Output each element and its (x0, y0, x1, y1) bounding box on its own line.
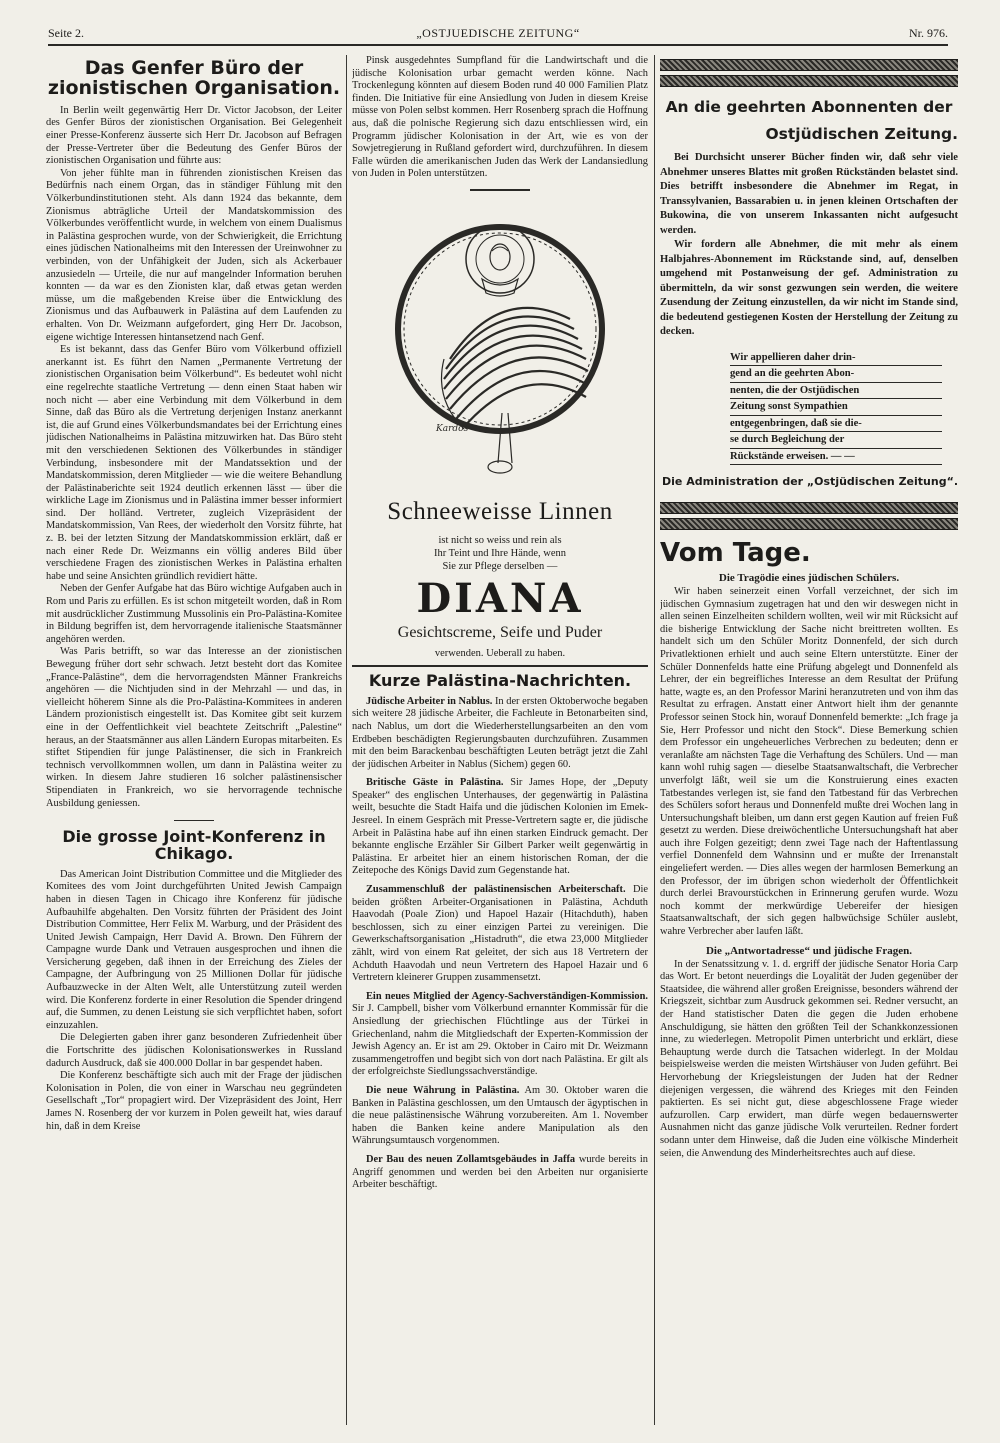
appeal-line: gend an die geehrten Abon- (730, 366, 942, 383)
paragraph: Von jeher fühlte man in führenden zionistischen Kreisen das Bedürfnis nach einem Organ, das in ständiger Fühlung mit den Völkerbundinstitutionen steht. Als dann 1924 das bekannte, dem Zionismus abträgliche Urteil der Mandatskommission des Völkerbundes veröffentlicht wurde, in welchem von einem Dualismus in Palästina gesprochen wurde, von der Schwierigkeit, die Errichtung eines jüdischen Nationalheims mit den Interessen der Ureinwohner zu verbinden, von der Unfähigkeit der Juden, sich als Ackerbauer anzusiedeln — Urteile, die nur auf mangelnder Information beruhen konnten — da war es den Zionisten klar, daß etwas getan werden müsse, um die maßgebenden Kreise über die Entwicklung des Zionismus und das Aufbauwerk in Palästina auf dem Laufenden zu erhalten. Von Dr. Weizmann aufgefordert, ging Herr Dr. Jacobson, eigene wichtige Interessen hintansetzend nach Genf. (46, 167, 342, 343)
page-number: Seite 2. (48, 26, 84, 40)
news-title: Zusammenschluß der palästinensischen Arbeiterschaft. (366, 884, 626, 896)
decorative-bar (660, 502, 958, 514)
column-left (46, 55, 342, 1425)
paragraph: Was Paris betrifft, so war das Interesse an der zionistischen Bewegung früher dort sehr schwach. Jetzt besteht dort das Komitee „France-Palästine“, dem die hervorragendsten Männer Frankreichs angehören — die Nichtjuden sind in der Mehrzahl — und das, in vielleicht höherem Sinne als die Pro-Palästina-Kommitees in anderen Ländern prozionistisch eingestellt ist. Das Komitee gibt seit kurzem eine in der Oeffentlichkeit viel beachtete Zeitschrift „Palestine“ heraus, an der Staatsmänner aus allen Ländern Europas mitarbeiten. Es stiftet Stipendien für junge Palästinenser, die sich in Frankreich technisch vervollkommnen wollen, um dann in Palästina weiter zu wirken. In diesem Jahre studieren 16 solcher palästinensischer Stipendiaten in Frankreich, wo sie hervorragende technische Ausbildung geniessen. (46, 646, 342, 809)
divider (174, 820, 214, 821)
news-text: Sir J. Campbell, bisher vom Völkerbund ernannter Kommissär für die Ansiedlung der griechischen Flüchtlinge aus der Türkei in Griechenland, nahm die Mitgliedschaft der Experten-Kommission der Jewish Agency an. Er ist am 29. Oktober in Cairo mit Dr. Weizmann zusammengetroffen und begibt sich von dort nach Palästina. Er gilt als der erfolgreichste Siedlungssachverständige. (352, 1003, 648, 1078)
news-item (352, 696, 648, 772)
paragraph: Pinsk ausgedehntes Sumpfland für die Landwirtschaft und die jüdische Kolonisation urbar gemacht werden könne. Nach Trockenlegung könnten auf diesem Boden rund 40 000 Familien Platz finden. Die Initiative für eine Ansiedlung von Juden in diesem Kreise müsse von Polen selbst kommen. Herr Rosenberg sprach die Hoffnung aus, daß die polnische Regierung sich dazu entschliessen wird, ein Programm jüdischer Kolonisation in der Art, wie es von der Sowjetregierung in Rußland gefordert wird, durchzuführen. In diesem Falle würden die amerikanischen Juden das Werk der Landansiedlung von Juden in Polen unterstützen. (352, 55, 648, 180)
news-title: Die neue Währung in Palästina. (366, 1084, 520, 1096)
news-text: In der ersten Oktoberwoche begaben sich weitere 28 jüdische Arbeiter, die Fachleute in Betonarbeiten sind, nach Nablus, um dort die Wiederherstellungsarbeiten an den vom Erdbeben beschädigten Regierungsbauten durchzuführen. Zusammen mit den beim Barackenbau beschäftigten Leuten beträgt jetzt die Zahl der jüdischen Arbeiter in Nablus (Sichem) gegen 60. (352, 695, 648, 770)
paragraph: Es ist bekannt, dass das Genfer Büro vom Völkerbund offiziell anerkannt ist. Es führt den Namen „Permanente Vertretung der zionistischen Organisation beim Völkerbund“. Es bedeutet wohl nicht eine regelrechte staatliche Vertretung — denn einen Staat haben wir noch nicht — aber eine Verbindung mit dem Völkerbund in dem Sinne, daß das Büro als die Vertretung derjenigen Instanz anerkannt ist, die auf Grund eines Völkerbundsmandates bei der Errichtung eines jüdischen Nationalheims in Palästina mitzuwirken hat. Das Büro steht mit den verschiedenen Sektionen des Völkerbundes in ständiger Verbindung, insbesondere mit der Mandatssektion und der Mandatskommission, deren Mitglieder — wie die weitere Behandlung der Palästinaberichte seit 1924 deutlich erkennen lässt — über die wirkliche Lage im Zionismus und in Palästina immer besser informiert sind. Der holländ. Vertreter, zugleich Vizepräsident der Mandatskommission, Van Rees, der wiederholt den Vorsitz führte, hat z. B. bei der letzten Sitzung der Mandatskommission erklärt, daß er nach einer Rede Dr. Weizmanns ein völlig anderes Bild über verschiedene Fragen des zionistischen Werkes in Palästina erhalten habe und seine Ansichten gründlich revidiert hätte. (46, 344, 342, 582)
ad-signature: Kardos (436, 423, 469, 434)
news-text: Die beiden größten Arbeiter-Organisationen in Palästina, Achduth Haavodah (Poale Zion) und Hapoel Hazair (Hitachduth), haben beschlossen, sich zu einer einzigen Partei zu vereinigen. Die Gewerkschaftsorganisation „Histadruth“, die etwa 23,000 Mitglieder zählt, wird von einem Rat geleitet, der sich aus 18 Vertretern der Achduth Haavodah und neun Vertretern des Hapoel Hazair und 6 Vertretern kleinerer Gruppen zusammensetzt. (352, 884, 648, 984)
news-title: Britische Gäste in Palästina. (366, 777, 504, 789)
news-text: wurde bereits in Angriff genommen und werden bei den Arbeiten nur organisierte Arbeiter beschäftigt. (352, 1153, 648, 1191)
ad-line: ist nicht so weiss und rein als (438, 534, 562, 546)
ad-brand: DIANA (416, 574, 584, 622)
subheadline: Die Tragödie eines jüdischen Schülers. (718, 572, 900, 584)
ad-illustration (352, 199, 648, 489)
paragraph: Die Konferenz beschäftigte sich auch mit der Frage der jüdischen Kolonisation in Polen, die von einer in Warschau neu gegründeten Gesellschaft „Tor“ propagiert wird. Der Vizepräsident des Joint, Herr James N. Rosenberg der vor kurzem in Polen geweilt hat, wies darauf hin, daß in dem Kreise (46, 1070, 342, 1132)
headline-palaestina-nachrichten: Kurze Palästina-Nachrichten. (368, 670, 632, 690)
news-title: Jüdische Arbeiter in Nablus. (366, 695, 493, 707)
decorative-bar (660, 75, 958, 87)
divider (352, 665, 648, 667)
paragraph: In der Senatssitzung v. 1. d. ergriff der jüdische Senator Horia Carp das Wort. Er betont neuerdings die Loyalität der Juden gegenüber der Staatsidee, die während aller großen Ereignisse, besonders während der Kriegszeit, sichtbar zum Ausdruck gekommen sei. Redner versucht, an der Hand statistischer Daten die gegen die Juden erhobene Anschuldigung, sie hätten den größten Teil der Schankkonzessionen inne, zu wiederlegen. Metropolit Pimen unterbricht und erklärt, diese Behauptung werde durch die Tatsachen widerlegt. In der Moldau beispielsweise werden die meisten Wirtshäuser von Juden geführt. Bei Hervorhebung der Kriegsleistungen der Juden hat der Redner diejenigen vergessen, die während des Krieges mit den Feinden paktierten. Es sei nicht gut, diese abgeschlossene Frage wieder aufzurollen. Carp erwidert, man dürfe wegen bedauernswerter Ausnahmen nicht das ganze jüdische Volk verurteilen. Redner fordert sodann unter dem Hinweise, daß die Juden eine völkische Minderheit seien, die Anwendung des Minderheitsrechtes auch auf diese. (660, 958, 958, 1159)
column-middle (352, 55, 648, 1425)
notice-headline: Ostjüdischen Zeitung. (765, 125, 958, 143)
ad-title: Schneeweisse Linnen (387, 497, 613, 525)
news-item (352, 1085, 648, 1148)
headline-vom-tage: Vom Tage. (660, 538, 811, 568)
appeal-line: Wir appellieren daher drin- (730, 350, 942, 367)
appeal-line: entgegenbringen, daß sie die- (730, 416, 942, 433)
news-text: Sir James Hope, der „Deputy Speaker“ des englischen Unterhauses, der gegenwärtig in Palästina weilt, besuchte die Stadt Haifa und die jüdischen Kolonien im Emek-Jesreel. In einem Gespräch mit Presse-Vertretern sagte er, die jüdische Arbeit in Palästina habe auf ihn einen starken Eindruck gemacht. Der bekannte englische Erzähler Sir Gilbert Parker weilt gegenwärtig in Palästina. Er arbeitet hier an einem historischen Roman, der die Zeitepoche des Königs David zum Gegenstande hat. (352, 777, 648, 877)
news-text: Am 30. Oktober waren die Banken in Palästina geschlossen, um den Umtausch der ägyptischen in die neue palästinensische Währung vorzubereiten. Am 1. November haben die Banken keine andere Manipulation als den Währungsumtausch vorgenommen. (352, 1084, 648, 1147)
ad-line: Ihr Teint und Ihre Hände, wenn (433, 547, 567, 559)
column-rule (654, 55, 655, 1425)
news-title: Ein neues Mitglied der Agency-Sachverständigen-Kommission. (366, 990, 648, 1002)
appeal-line: se durch Begleichung der (730, 432, 942, 449)
notice-headline: An die geehrten Abonnenten der (665, 98, 953, 116)
news-item (352, 884, 648, 985)
paragraph: Wir haben seinerzeit einen Vorfall verzeichnet, der sich im jüdischen Gymnasium zugetragen hat und den wir deswegen nicht in allen seinen Einzelheiten schildern wollten, weil wir mit Rücksicht auf die bisherige Entwicklung der Sache nicht breittreten wollten. Es handelt sich um den Schüler Moritz Donnenfeld, der sich durch Privatlektionen erhielt und auch seine Eltern unterstützte. Einer der Schüler Donnenfelds hatte eine Prüfung abgelegt und Donnenfeld als Lehrer, der ein begreifliches Interesse an dem Resultat der Prüfung hatte, wagte es, an den Professor Marini heranzutreten und von ihm das Resultat zu erfragen. Anstatt einer Antwort hielt ihm der genannte Professor seinen Stock hin, worauf Donnenfeld bemerkte: „Ich frage ja Sie, Herr Professor und nicht den Stock“. Diese Bemerkung schien dem Professor ein ungeheuerliches Verbrechen zu bedeuten; denn er veranlaßte am nächsten Tage die Verhaftung des Schülers. Und — man kann wohl ruhig sagen — dieselbe Staatsanwaltschaft, die Verbrecher unverfolgt läßt, weil sie um die Konstruierung eines exacten Tatbestandes verlegen ist, sie fand den Tatbestand für das Verbrechen des Schülers sofort heraus und Donnenfeld mußte drei Wochen lang in Untersuchungshaft bleiben, um dann erst gegen Kaution auf freien Fuß gesetzt zu werden. Diese dreiwöchentliche Untersuchungshaft hat aber auch ihre Folgen gezeitigt; denn zwei Tage nach der Haftentlassung verfiel Donnenfeld dem Wahnsinn und er mußte der Irrenanstalt eingeliefert werden. — Dies alles wegen der harmlosen Bemerkung an den Professor, der im übrigen schon wiederholt der Öffentlichkeit durch derlei Bravourstückchen in Erinnerung gerufen wurde. Wozu noch kommt der merkwürdige Uebereifer der hiesigen Staatsanwaltschaft, der sich gegen halbwüchsige Schüler auslebt, wahre Verbrecher aber laufen läßt. (660, 586, 958, 938)
subheadline: Die „Antwortadresse“ und jüdische Fragen. (705, 944, 913, 957)
decorative-bar (660, 518, 958, 530)
diana-advertisement (352, 199, 648, 659)
ad-products: Gesichtscreme, Seife und Puder (397, 623, 603, 641)
paragraph: Das American Joint Distribution Committee und die Mitglieder des Komitees des vom Joint durchgeführten United Jewish Campaign haben in diesen Tagen in Chicago ihre Konferenz für jüdische Aufbauhilfe abgehalten. Den Vorsitz führten der Präsident des Joint Distribution Committee, Herr Felix M. Warburg, und der Präsident des United Jewish Campaign, Herr David A. Brown. Den Führern der Campagne wurde Dank und Vetrauen ausgesprochen und ihnen die Versicherung gegeben, daß ihnen in der Erreichung des Zieles der Campagne, der Aufbringung von 25 Millionen Dollar für jüdische Aufbauzwecke in der Alten Welt, alle Unterstützung zuteil werden wird. Die Konferenz forderte in einer Resolution die Spender dringend auf, die Summen, zu denen Leistung sie sich verpflichtet haben, sofort einzuzahlen. (46, 868, 342, 1031)
divider (470, 189, 530, 191)
news-item (352, 1154, 648, 1192)
decorative-bar (660, 59, 958, 71)
page-header (48, 22, 948, 46)
appeal-line: Zeitung sonst Sympathien (730, 399, 942, 416)
news-item (352, 991, 648, 1079)
news-title: Der Bau des neuen Zollamtsgebäudes in Jaffa (366, 1153, 576, 1165)
paragraph: In Berlin weilt gegenwärtig Herr Dr. Victor Jacobson, der Leiter des Genfer Büros der zionistischen Organisation. Bei Gelegenheit einer Presse-Konferenz äusserte sich Herr Dr. Jacobson auf Befragen der Presse-Vertreter über die Bedeutung des Genfer Büros der zionistischen Organisation und führte aus: (46, 104, 342, 167)
appeal-line: nenten, die der Ostjüdischen (730, 383, 942, 400)
administration-signature: Die Administration der „Ostjüdischen Zeitung“. (662, 475, 958, 488)
notice-paragraph: Wir fordern alle Abnehmer, die mit mehr als einem Halbjahres-Abonnement im Rückstande sind, auf, denselben umgehend mit Postanweisung der gef. Administration zu übermitteln, da wir sonst gezwungen sein werden, die weitere Zusendung der Zeitung einzustellen, da wir nicht im Stande sind, die bedeutend gestiegenen Kosten der Herstellung der Zeitung zu decken. (660, 239, 958, 337)
news-item (352, 777, 648, 878)
column-right (660, 55, 958, 1425)
headline-joint-konferenz: Die grosse Joint-Konferenz in Chikago. (62, 827, 326, 863)
notice-paragraph: Bei Durchsicht unserer Bücher finden wir, daß sehr viele Abnehmer unseres Blattes mit großen Rückständen belastet sind. Dies betrifft insbesondere die Abnehmer im Regat, in Transsylvanien, Bassarabien u. in jenen kleinen Ortschaften der Bukowina, die von unserem Inkassanten nicht aufgesucht werden. (660, 152, 958, 236)
newspaper-title: „OSTJUEDISCHE ZEITUNG“ (416, 26, 580, 40)
paragraph: Neben der Genfer Aufgabe hat das Büro wichtige Aufgaben auch in Rom und Paris zu erfüllen. Es ist schon mitgeteilt worden, daß in Rom mit ausdrücklicher Zustimmung Mussolinis ein Pro-Palästina-Komitee in Bildung begriffen ist, dem hervorragende italienische Staatsmänner angehören werden. (46, 583, 342, 645)
appeal-box (730, 350, 942, 466)
headline-genfer-buero: Das Genfer Büro der zionistischen Organisation. (47, 57, 341, 99)
column-rule (346, 55, 347, 1425)
ad-footer: verwenden. Ueberall zu haben. (434, 647, 566, 659)
appeal-line: Rückstände erweisen. — — (730, 449, 942, 466)
paragraph: Die Delegierten gaben ihrer ganz besonderen Zufriedenheit über die Fortschritte des jüdischen Kolonisationswerkes in Russland dadurch Ausdruck, daß sie 400.000 Dollar in bar gespendet haben. (46, 1032, 342, 1069)
ad-line: Sie zur Pflege derselben — (442, 560, 558, 572)
issue-number: Nr. 976. (909, 26, 948, 40)
